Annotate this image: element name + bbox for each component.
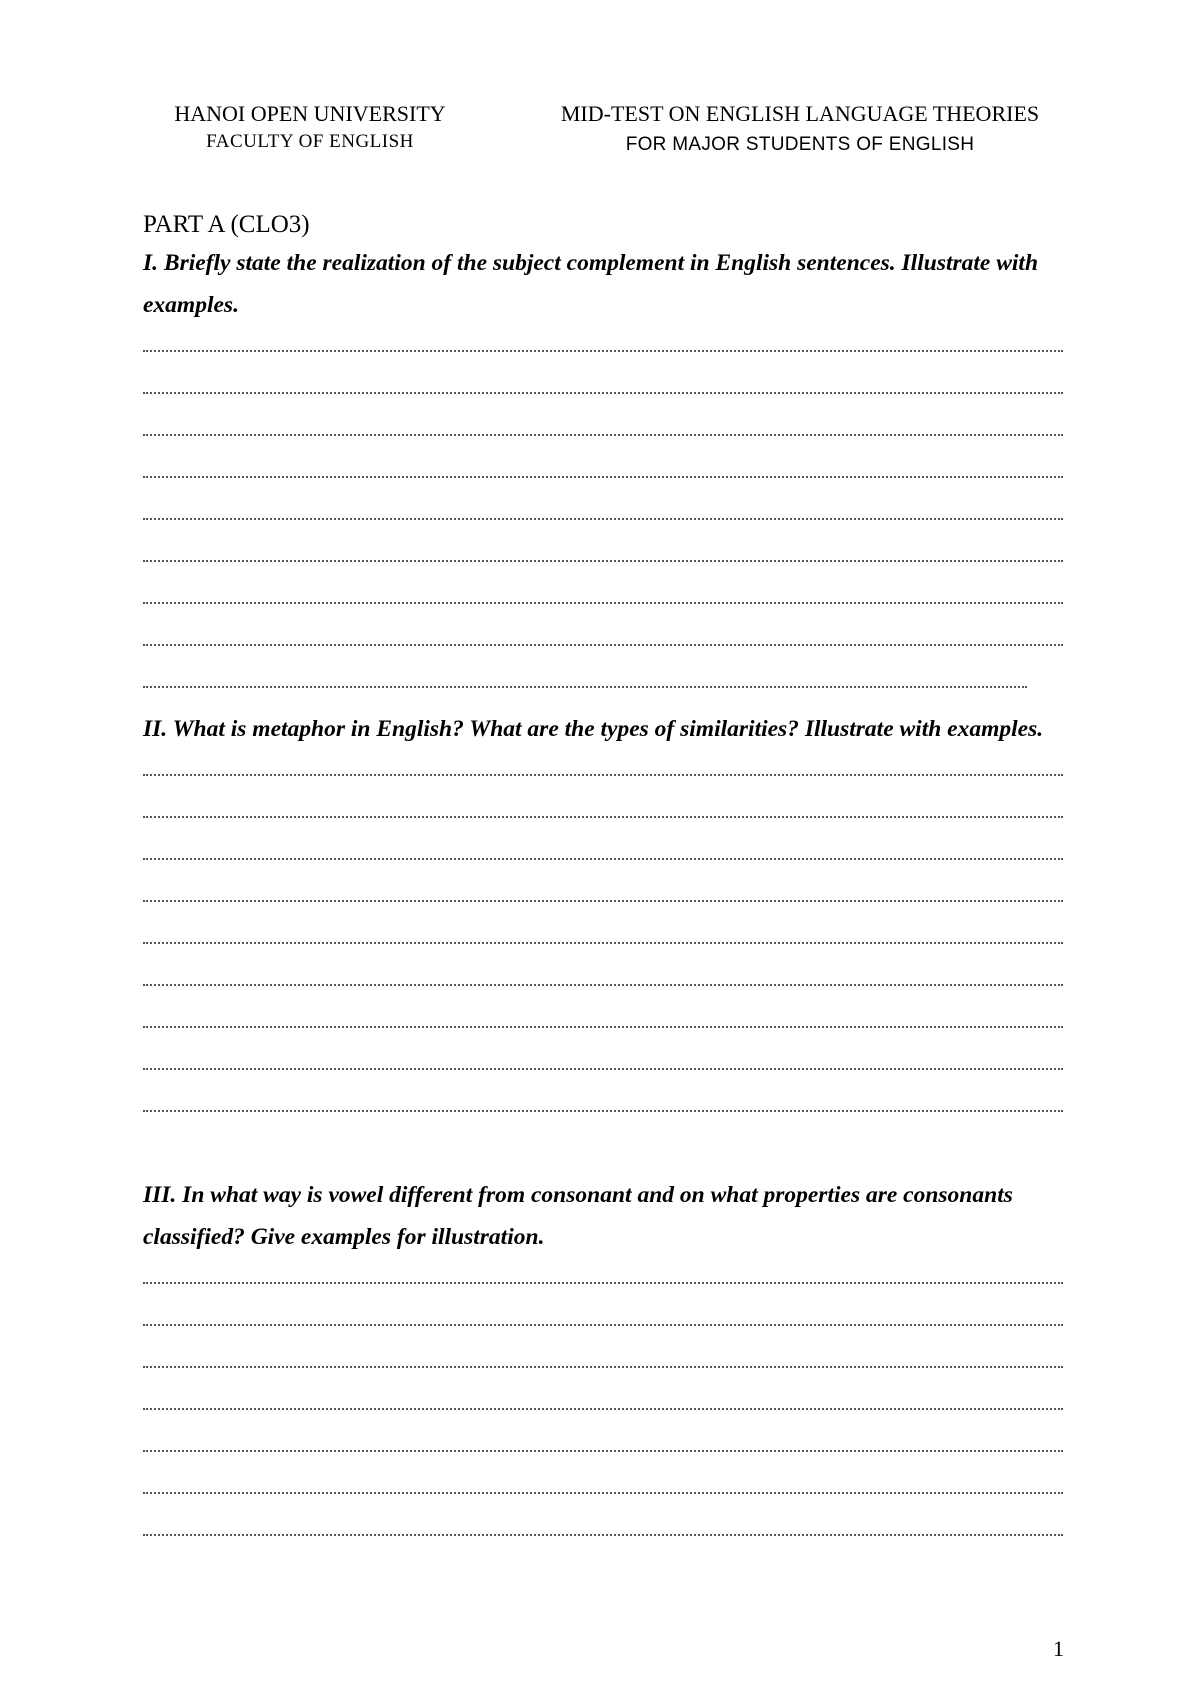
answer-area-1[interactable] [143, 326, 1063, 704]
question-1-text: I. Briefly state the realization of the subject complement in English sentences. Illustrate with examples. [143, 250, 1039, 318]
answer-line[interactable] [143, 876, 1063, 918]
answer-line[interactable] [143, 410, 1063, 452]
answer-line[interactable] [143, 1002, 1063, 1044]
faculty-name: FACULTY OF ENGLISH [206, 131, 414, 152]
answer-line[interactable] [143, 960, 1063, 1002]
test-audience: FOR MAJOR STUDENTS OF ENGLISH [625, 134, 975, 155]
answer-line[interactable] [143, 1468, 1063, 1510]
exam-content [143, 208, 1063, 1552]
answer-line[interactable] [143, 1342, 1063, 1384]
answer-line[interactable] [143, 578, 1063, 620]
header-test-title [515, 100, 1085, 162]
answer-line[interactable] [143, 1426, 1063, 1468]
answer-line[interactable] [143, 620, 1063, 662]
answer-line[interactable] [143, 750, 1063, 792]
answer-area-3[interactable] [143, 1258, 1063, 1552]
answer-line[interactable] [143, 1300, 1063, 1342]
answer-line[interactable] [143, 918, 1063, 960]
answer-line[interactable] [143, 1044, 1063, 1086]
part-title: PART A (CLO3) [143, 211, 310, 238]
answer-line[interactable] [143, 368, 1063, 410]
answer-line[interactable] [143, 452, 1063, 494]
question-section-1 [143, 242, 1063, 704]
answer-line[interactable] [143, 662, 1063, 704]
question-section-2 [143, 708, 1063, 1128]
answer-line[interactable] [143, 834, 1063, 876]
university-name: HANOI OPEN UNIVERSITY [174, 101, 446, 126]
question-2-text: II. What is metaphor in English? What are the types of similarities? Illustrate with examples. [143, 716, 1044, 742]
page-number: 1 [1053, 1636, 1064, 1661]
answer-line[interactable] [143, 494, 1063, 536]
answer-line[interactable] [143, 792, 1063, 834]
answer-line[interactable] [143, 1384, 1063, 1426]
answer-line[interactable] [143, 1086, 1063, 1128]
answer-line[interactable] [143, 1258, 1063, 1300]
answer-line[interactable] [143, 326, 1063, 368]
answer-area-2[interactable] [143, 750, 1063, 1128]
answer-line[interactable] [143, 536, 1063, 578]
test-title: MID-TEST ON ENGLISH LANGUAGE THEORIES [560, 101, 1040, 126]
header-institution [145, 100, 475, 156]
answer-line[interactable] [143, 1510, 1063, 1552]
question-section-3 [143, 1174, 1063, 1552]
question-3-text: III. In what way is vowel different from consonant and on what properties are consonants classified? Give examples for illustration. [143, 1182, 1013, 1250]
